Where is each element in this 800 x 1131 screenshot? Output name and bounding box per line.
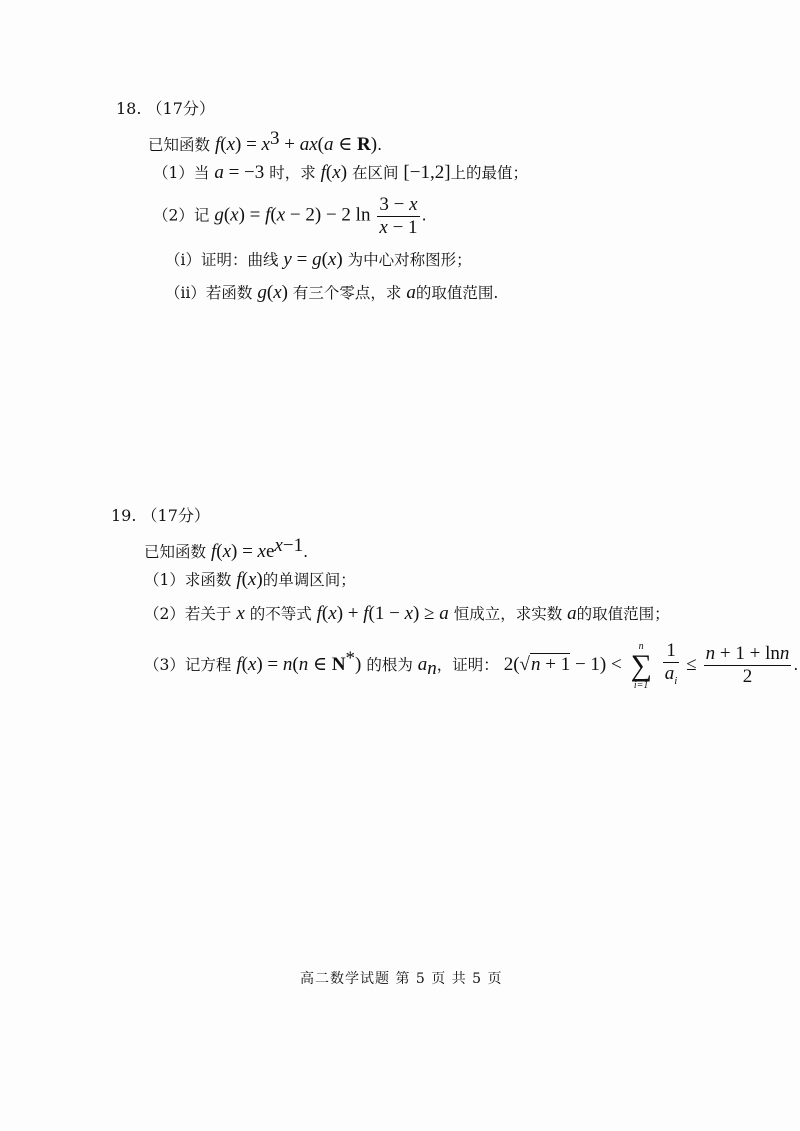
q18-func-def: f — [214, 134, 221, 156]
q18-sub2i-label: （ⅰ）证明：曲线 — [165, 251, 279, 269]
q18-sub1-mid2: 在区间 — [351, 164, 399, 182]
q18-sub1-label: （1）当 — [153, 164, 210, 182]
q19-sub3-mid: 的根为 — [366, 655, 413, 674]
q19-sub3-label: （3）记方程 — [144, 655, 232, 674]
q18-sub2-label: （2）记 — [153, 206, 210, 225]
page-footer: 高二数学试题 第 5 页 共 5 页 — [300, 971, 503, 987]
q18-number: 18. — [116, 99, 142, 118]
q18-sub2: （2）记 g(x) = f(x − 2) − 2 ln $\frac{3 - x}{x - 1}$ . — [153, 194, 427, 238]
q18-header — [116, 96, 215, 119]
q18-sub2i: （ⅰ）证明：曲线 y = g(x) 为中心对称图形； — [165, 249, 472, 270]
q19-points: （17分） — [141, 506, 210, 525]
q19-sub1-end: 的单调区间； — [262, 571, 356, 589]
q19-summation: n ∑ i=1 — [630, 640, 652, 691]
q18-sub2ii-mid: 有三个零点，求 — [292, 284, 402, 302]
q18-sub2ii-end: 的取值范围. — [415, 284, 499, 302]
q18-sub1-mid1: 时，求 — [269, 164, 316, 182]
q18-points: （17分） — [146, 99, 215, 118]
q19-sub2-mid1: 的不等式 — [249, 605, 312, 623]
q19-sub1-label: （1）求函数 — [144, 571, 232, 589]
q19-header — [111, 503, 210, 526]
q19-sub3-mid2: ，证明： — [436, 655, 499, 674]
q19-bound-fraction: $\frac{n + 1 + \ln n}{2}$ — [705, 643, 790, 688]
q18-intro-text: 已知函数 — [148, 136, 211, 155]
q19-intro-text: 已知函数 — [144, 543, 207, 562]
q18-sub1-end: 上的最值； — [450, 164, 529, 182]
q18-intro: 已知函数 $f(x) = x^3 + ax(a$ ∈ R). — [148, 128, 383, 156]
q19-sub2-label: （2）若关于 — [144, 605, 232, 623]
q18-sub1: （1）当 a = −3 时，求 f(x) 在区间 [−1,2]上的最值； — [153, 162, 529, 183]
q19-intro: 已知函数 $f(x) = xe^{x-1}$. — [144, 535, 309, 563]
q18-sub2ii-label: （ⅱ）若函数 — [165, 284, 253, 302]
q19-sub2-mid2: 恒成立，求实数 — [453, 605, 563, 623]
q18-sub2i-end: 为中心对称图形； — [347, 251, 472, 269]
q19-sub2: （2）若关于 x 的不等式 f(x) + f(1 − x) ≥ a 恒成立，求实数 a的取值范围； — [144, 603, 670, 624]
q18-log-fraction: $\frac{3 - x}{x - 1}$ — [379, 194, 418, 238]
q19-sub3: （3）记方程 f(x) = n(n ∈ N*) 的根为 $a_n$，证明： 2(√n + 1 − 1) < n ∑ i=1 $\frac{1}{a_i}$ ≤ $\frac{n + 1 + \ln n}{2}$ . — [144, 640, 799, 691]
q19-sub2-end: 的取值范围； — [576, 605, 670, 623]
q19-sub1: （1）求函数 f(x)的单调区间； — [144, 569, 356, 590]
q19-number: 19. — [111, 506, 137, 525]
q18-sub2ii: （ⅱ）若函数 g(x) 有三个零点，求 a的取值范围. — [165, 282, 499, 303]
q19-recip-fraction: $\frac{1}{a_i}$ — [664, 640, 678, 687]
